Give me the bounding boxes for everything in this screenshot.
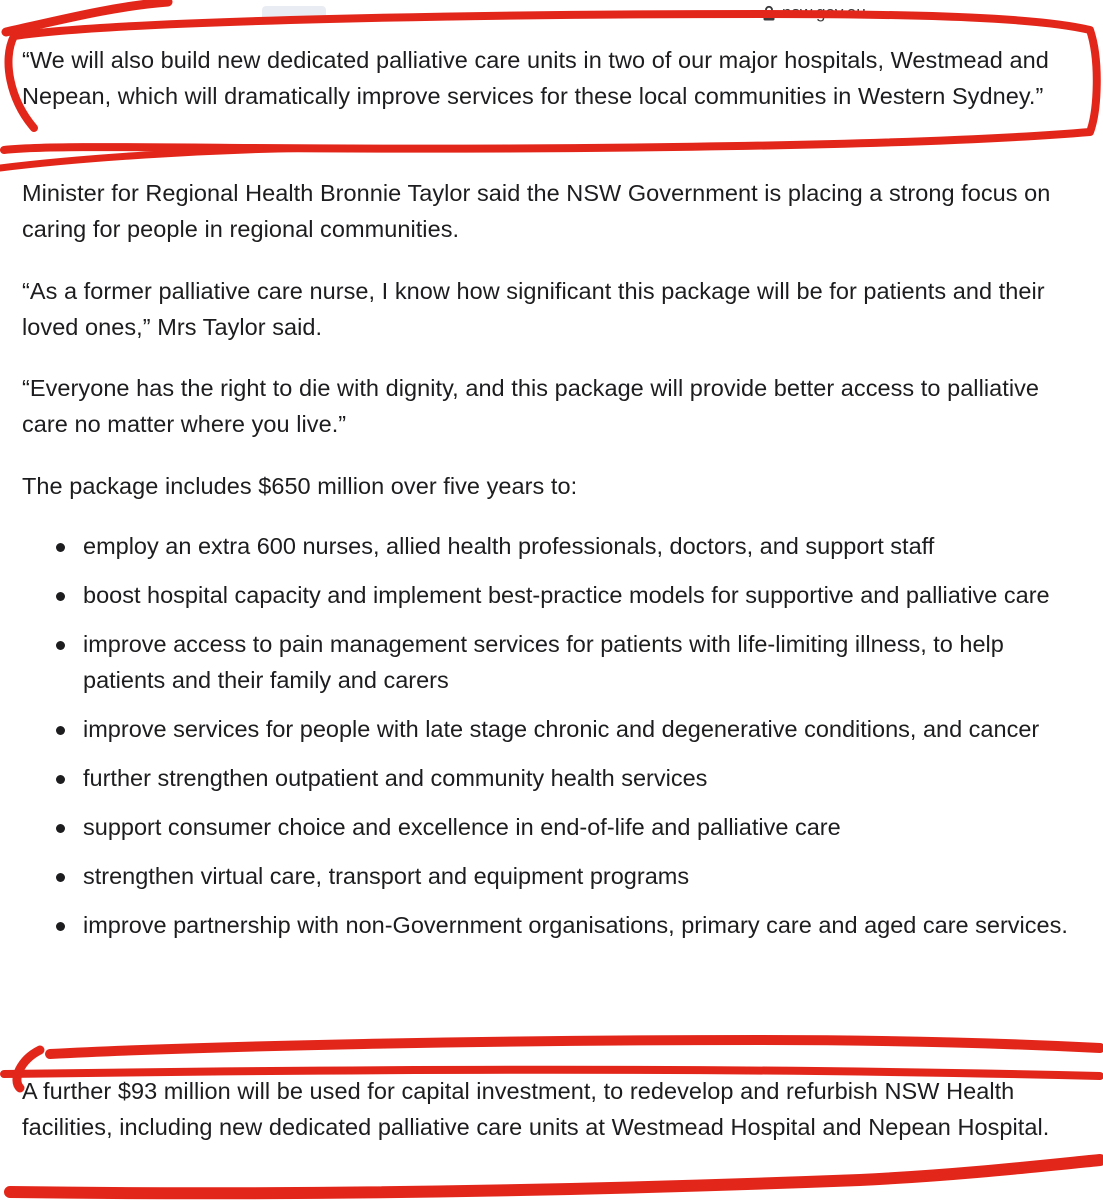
list-item-text: further strengthen outpatient and community health services [83, 765, 708, 791]
package-intro-paragraph: The package includes $650 million over five years to: [22, 473, 578, 499]
bullet-icon [56, 922, 65, 931]
tab-placeholder[interactable] [262, 6, 326, 22]
list-item [22, 907, 1082, 943]
list-item-text: improve access to pain management services for patients with life-limiting illness, to help patients and their family and carers [83, 631, 1004, 693]
quote-paragraph-westmead: “We will also build new dedicated palliative care units in two of our major hospitals, Westmead and Nepean, which will dramatically improve services for these local communities in Western Sydney.” [22, 47, 1049, 109]
capital-investment-paragraph: A further $93 million will be used for capital investment, to redevelop and refurbish NSW Health facilities, including new dedicated palliative care units at Westmead Hospital and Nepean Hospital. [22, 1078, 1050, 1140]
list-item [22, 711, 1082, 747]
lock-icon [762, 5, 776, 21]
bullet-icon [56, 726, 65, 735]
list-item [22, 809, 1082, 845]
quote-paragraph-dignity: “Everyone has the right to die with dignity, and this package will provide better access to palliative care no matter where you live.” [22, 375, 1040, 437]
bullet-icon [56, 775, 65, 784]
list-item [22, 858, 1082, 894]
annotation-stroke-bottom-top [50, 1040, 1100, 1054]
annotation-stroke-top-tail [0, 148, 320, 168]
browser-top-bar [0, 0, 1103, 30]
minister-statement-paragraph: Minister for Regional Health Bronnie Taylor said the NSW Government is placing a strong focus on caring for people in regional communities. [22, 180, 1051, 242]
list-item-text: boost hospital capacity and implement best-practice models for supportive and palliative care [83, 582, 1050, 608]
list-item [22, 760, 1082, 796]
list-item-text: improve partnership with non-Government organisations, primary care and aged care services. [83, 912, 1068, 938]
bullet-icon [56, 543, 65, 552]
list-item-text: improve services for people with late stage chronic and degenerative conditions, and cancer [83, 716, 1040, 742]
list-item [22, 626, 1082, 698]
list-item-text: support consumer choice and excellence in end-of-life and palliative care [83, 814, 841, 840]
list-item-text: strengthen virtual care, transport and equipment programs [83, 863, 690, 889]
url-text: nsw.gov.au [782, 3, 866, 22]
list-item-text: employ an extra 600 nurses, allied health professionals, doctors, and support staff [83, 533, 935, 559]
bullet-icon [56, 873, 65, 882]
bullet-icon [56, 824, 65, 833]
bullet-icon [56, 641, 65, 650]
quote-paragraph-nurse: “As a former palliative care nurse, I know how significant this package will be for patients and their loved ones,” Mrs Taylor said. [22, 278, 1045, 340]
annotation-stroke-bottom-end [10, 1160, 1100, 1193]
list-item [22, 528, 1082, 564]
package-bullet-list [22, 528, 1082, 956]
list-item [22, 577, 1082, 613]
bullet-icon [56, 592, 65, 601]
address-bar[interactable] [762, 3, 866, 23]
